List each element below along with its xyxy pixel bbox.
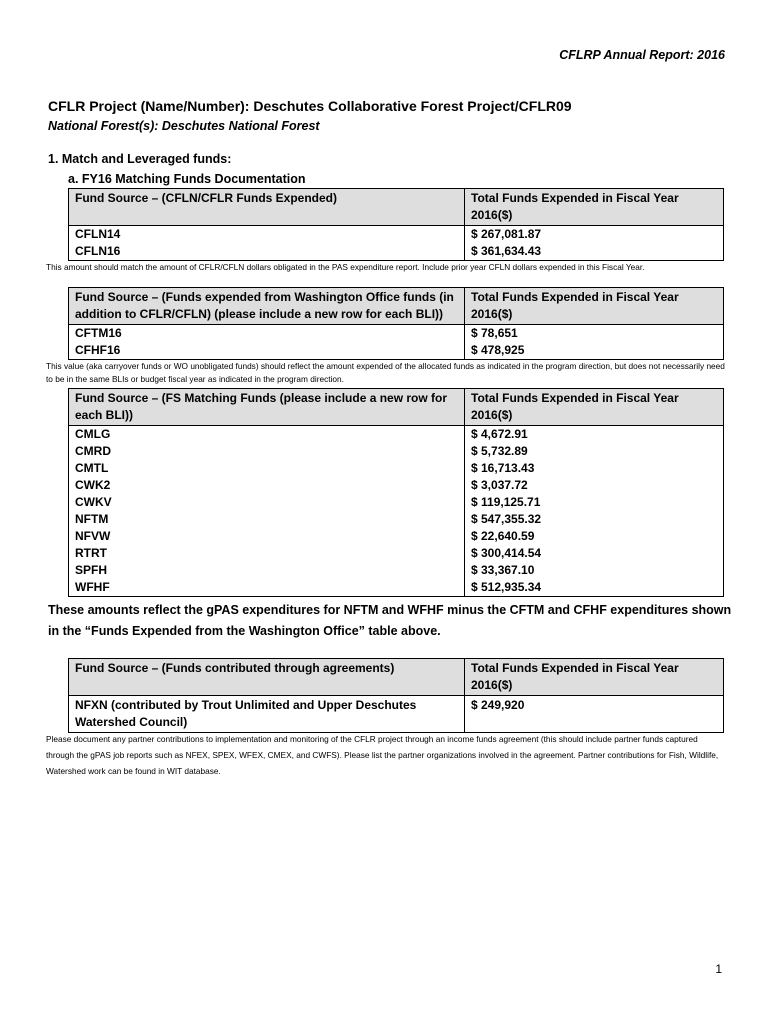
table-cell-source: CFLN16 (69, 243, 465, 261)
table-header-total: Total Funds Expended in Fiscal Year 2016($) (465, 288, 724, 325)
table-cell-source: CWK2 (69, 477, 465, 494)
washington-office-funds-table (68, 287, 724, 360)
report-title: CFLRP Annual Report: 2016 (559, 48, 725, 62)
table-cell-source: NFXN (contributed by Trout Unlimited and Upper Deschutes Watershed Council) (69, 696, 465, 733)
table-cell-source: CFHF16 (69, 342, 465, 360)
table-cell-source: CMLG (69, 426, 465, 444)
table-header-source: Fund Source – (FS Matching Funds (please include a new row for each BLI)) (69, 389, 465, 426)
table-cell-source: CMRD (69, 443, 465, 460)
national-forest: National Forest(s): Deschutes National Forest (48, 119, 320, 133)
table-header-total: Total Funds Expended in Fiscal Year 2016($) (465, 389, 724, 426)
table-cell-amount: $ 267,081.87 (465, 226, 724, 244)
table1-note: This amount should match the amount of CFLR/CFLN dollars obligated in the PAS expenditure report. Include prior year CFLN dollars expended in this Fiscal Year. (46, 262, 645, 272)
table-cell-amount: $ 300,414.54 (465, 545, 724, 562)
table-cell-amount: $ 361,634.43 (465, 243, 724, 261)
table-cell-amount: $ 33,367.10 (465, 562, 724, 579)
table-cell-amount: $ 512,935.34 (465, 579, 724, 597)
table-cell-source: CFTM16 (69, 325, 465, 343)
section-heading: 1. Match and Leveraged funds: (48, 152, 232, 166)
page-number: 1 (715, 962, 722, 976)
table-cell-source: NFTM (69, 511, 465, 528)
table-cell-amount: $ 5,732.89 (465, 443, 724, 460)
agreement-funds-table (68, 658, 724, 733)
table-header-total: Total Funds Expended in Fiscal Year 2016($) (465, 659, 724, 696)
table-cell-amount: $ 547,355.32 (465, 511, 724, 528)
table-cell-amount: $ 119,125.71 (465, 494, 724, 511)
table-cell-source: CWKV (69, 494, 465, 511)
fs-matching-funds-table (68, 388, 724, 597)
table-header-source: Fund Source – (Funds expended from Washington Office funds (in addition to CFLR/CFLN) (please include a new row for each BLI)) (69, 288, 465, 325)
table4-note: Please document any partner contributions to implementation and monitoring of the CFLR project through an income funds agreement (this should include partner funds captured through the gPAS job reports such as NFEX, SPEX, WFEX, CMEX, and CWFS). Please list the partner organizations involved in the agreement. Partner contributions for Fish, Wildlife, Watershed work can be found in WIT database. (46, 734, 719, 776)
cfln-funds-table (68, 188, 724, 261)
table-header-total: Total Funds Expended in Fiscal Year 2016($) (465, 189, 724, 226)
table-cell-source: RTRT (69, 545, 465, 562)
table-cell-amount: $ 78,651 (465, 325, 724, 343)
table-cell-amount: $ 478,925 (465, 342, 724, 360)
project-title: CFLR Project (Name/Number): Deschutes Collaborative Forest Project/CFLR09 (48, 98, 572, 114)
table2-note: This value (aka carryover funds or WO unobligated funds) should reflect the amount expended of the allocated funds as indicated in the program direction, but does not necessarily need to be in the same BLIs or budget fiscal year as indicated in the program direction. (46, 361, 725, 384)
table-cell-source: SPFH (69, 562, 465, 579)
table-cell-amount: $ 22,640.59 (465, 528, 724, 545)
table-cell-source: WFHF (69, 579, 465, 597)
subsection-heading: a. FY16 Matching Funds Documentation (68, 172, 306, 186)
table-cell-source: CMTL (69, 460, 465, 477)
fs-matching-summary: These amounts reflect the gPAS expenditures for NFTM and WFHF minus the CFTM and CFHF expenditures shown in the “Funds Expended from the Washington Office” table above. (48, 603, 732, 638)
table-cell-source: NFVW (69, 528, 465, 545)
table-cell-amount: $ 4,672.91 (465, 426, 724, 444)
table-header-source: Fund Source – (CFLN/CFLR Funds Expended) (69, 189, 465, 226)
table-cell-amount: $ 249,920 (465, 696, 724, 733)
table-header-source: Fund Source – (Funds contributed through agreements) (69, 659, 465, 696)
table-cell-amount: $ 3,037.72 (465, 477, 724, 494)
table-cell-source: CFLN14 (69, 226, 465, 244)
table-cell-amount: $ 16,713.43 (465, 460, 724, 477)
